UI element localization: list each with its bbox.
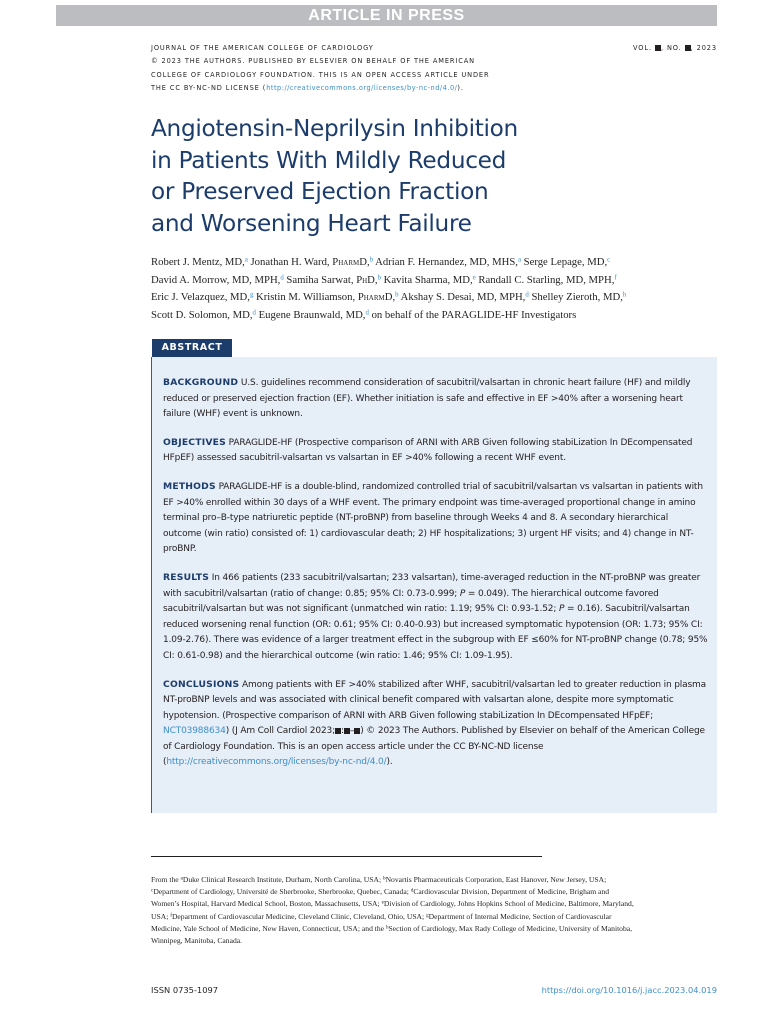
affiliation-marker: h xyxy=(385,924,389,931)
license-link[interactable]: http://creativecommons.org/licenses/by-nc-nd/4.0/ xyxy=(166,757,387,768)
author xyxy=(251,256,374,268)
affiliation-marker: c xyxy=(151,887,154,894)
author-name: Kavita Sharma, MD, xyxy=(383,273,473,286)
affiliation-text: Department of Internal Medicine, Section of Cardiovascular Medicine, Yale School of Medicine, New Haven, Connecticut, USA; and the xyxy=(151,911,612,933)
citation-separator: : xyxy=(340,726,344,737)
authors-tail: on behalf of the PARAGLIDE-HF Investigators xyxy=(371,308,577,321)
affiliation-marker: d xyxy=(410,887,414,894)
author xyxy=(524,256,611,268)
affiliation-marker[interactable]: e xyxy=(472,274,476,281)
section-heading: OBJECTIVES xyxy=(163,436,226,448)
affiliation-marker[interactable]: b xyxy=(369,256,374,264)
author-degree: PharmD, xyxy=(357,291,396,303)
author-degree: PharmD, xyxy=(332,256,370,268)
author-name: Robert J. Mentz, MD, xyxy=(151,256,245,268)
affiliation-marker[interactable]: b xyxy=(377,274,381,281)
author-name: Akshay S. Desai, MD, MPH, xyxy=(400,291,526,303)
license-text: ) © 2023 The Authors. Published by Elsevier on behalf of the American College of Cardiology Foundation. This is an open access article under the CC BY-NC-ND license ( xyxy=(163,726,705,768)
section-text: = 0.049). The hierarchical outcome favored sacubitril/valsartan but was not significant (unmatched win ratio: 1.19; 95% CI: 0.93-1.52; xyxy=(163,588,659,615)
license-line xyxy=(151,82,717,95)
abstract-tab: ABSTRACT xyxy=(152,339,232,357)
section-text: Among patients with EF >40% stabilized after WHF, sacubitril/valsartan led to greater reduction in plasma NT-proBNP levels and was associated with clinical benefit compared with valsartan alone, despite more symptomatic hypotension. (Prospective comparison of ARNI with ARB Given following stabiLization In DEcompensated HFpEF; xyxy=(163,679,707,721)
author-name: David A. Morrow, MD, MPH, xyxy=(151,273,281,286)
trial-registration-link[interactable]: NCT03988634 xyxy=(163,726,226,737)
author xyxy=(256,291,399,303)
section-text: = 0.16). Sacubitril/valsartan reduced worsening renal function (OR: 0.61; 95% CI: 0.40-0.93) but increased symptomatic hypotension (OR: 1.73; 95% CI: 1.09-2.76). There was evidence of a larger treatment effect in the subgroup with EF ≤60% for NT-proBNP change (0.78; 95% CI: 0.61-0.98) and the hierarchical outcome (win ratio: 1.46; 95% CI: 1.09-1.95). xyxy=(163,604,708,661)
p-value-symbol: P xyxy=(459,588,466,599)
affiliation-marker[interactable]: a xyxy=(517,256,521,264)
affiliation-marker[interactable]: d xyxy=(525,291,529,299)
section-text: U.S. guidelines recommend consideration of sacubitril/valsartan in chronic heart failure (HF) and mildly reduced or preserved ejection fraction (EF). Whether initiation is safe and effective in EF >40% after a worsening heart failure (WHF) event is unknown. xyxy=(163,378,691,420)
author-name: Adrian F. Hernandez, MD, MHS, xyxy=(375,256,518,268)
author-name: Serge Lepage, MD, xyxy=(523,256,608,268)
affiliation-text: Cardiovascular Division, Department of Medicine, Brigham and Women’s Hospital, Harvard Medical School, Boston, Massachusetts, USA; xyxy=(151,887,610,909)
title-line-2: in Patients With Mildly Reduced xyxy=(151,146,507,174)
author-name: Jonathan H. Ward, xyxy=(250,256,333,268)
author-name: Eugene Braunwald, MD, xyxy=(258,308,366,321)
vol-label: VOL. xyxy=(633,44,652,52)
author xyxy=(259,309,369,321)
affiliation-marker[interactable]: g xyxy=(249,291,254,299)
title-line-4: and Worsening Heart Failure xyxy=(151,209,472,237)
author-name: Eric J. Velazquez, MD, xyxy=(151,291,250,303)
footnote-prefix: From the xyxy=(151,875,181,884)
citation-separator: – xyxy=(349,726,355,737)
section-heading: BACKGROUND xyxy=(163,377,239,388)
abstract-methods xyxy=(163,479,708,558)
copyright-line-2: COLLEGE OF CARDIOLOGY FOUNDATION. THIS IS AN OPEN ACCESS ARTICLE UNDER xyxy=(151,70,490,79)
author xyxy=(151,309,256,321)
author-degree: PhD, xyxy=(356,273,378,286)
license-text-end: ). xyxy=(386,757,393,768)
no-label: , NO. xyxy=(660,44,682,52)
section-heading: RESULTS xyxy=(163,571,210,583)
license-suffix: ). xyxy=(457,83,464,92)
copyright-line-1: © 2023 THE AUTHORS. PUBLISHED BY ELSEVIER ON BEHALF OF THE AMERICAN xyxy=(151,57,475,66)
title-line-1: Angiotensin-Neprilysin Inhibition xyxy=(151,115,518,142)
abstract-body xyxy=(163,375,708,783)
affiliation-marker[interactable]: d xyxy=(280,274,284,281)
section-text: PARAGLIDE-HF (Prospective comparison of ARNI with ARB Given following stabiLization In DEcompensated HFpEF) assessed sacubitril-valsartan vs valsartan in EF >40% following a recent WHF event. xyxy=(163,437,693,464)
affiliation-marker: g xyxy=(426,912,429,919)
affiliation-text: Section of Cardiology, Max Rady College of Medicine, University of Manitoba, Winnipeg, Manitoba, Canada. xyxy=(151,923,633,946)
author xyxy=(151,256,248,268)
section-text: PARAGLIDE-HF is a double-blind, randomized controlled trial of sacubitril/valsartan vs valsartan in patients with EF >40% enrolled within 30 days of a WHF event. The primary endpoint was time-averaged proportional change in amino terminal pro–B-type natriuretic peptide (NT-proBNP) from baseline through Weeks 4 and 8. A secondary hierarchical outcome (win ratio) consisted of: 1) cardiovascular death; 2) HF hospitalizations; 3) urgent HF visits; and 4) change in NT-proBNP. xyxy=(163,481,703,555)
author xyxy=(401,291,529,303)
p-value-symbol: P xyxy=(558,604,565,615)
author-name: Randall C. Starling, MD, MPH, xyxy=(478,273,615,286)
author-name: Scott D. Solomon, MD, xyxy=(151,308,253,321)
abstract-objectives xyxy=(163,435,708,467)
affiliation-marker: a xyxy=(180,875,183,882)
affiliation-text: Department of Cardiovascular Medicine, Cleveland Clinic, Cleveland, Ohio, USA; xyxy=(171,911,427,921)
section-text: In 466 patients (233 sacubitril/valsartan; 233 valsartan), time-averaged reduction in the NT-proBNP was greater with sacubitril/valsartan (ratio of change: 0.85; 95% CI: 0.73-0.999; xyxy=(163,572,701,599)
volume-info xyxy=(633,42,717,55)
affiliation-text: Novartis Pharmaceuticals Corporation, East Hanover, New Jersey, USA; xyxy=(385,875,607,884)
journal-name: JOURNAL OF THE AMERICAN COLLEGE OF CARDIOLOGY xyxy=(151,44,374,52)
affiliation-marker: f xyxy=(170,912,172,919)
author xyxy=(151,291,253,303)
license-link[interactable]: http://creativecommons.org/licenses/by-nc-nd/4.0/ xyxy=(266,83,458,92)
affiliation-marker[interactable]: f xyxy=(614,274,617,281)
affiliation-marker[interactable]: a xyxy=(244,256,248,264)
author xyxy=(286,274,381,286)
doi-link[interactable]: https://doi.org/10.1016/j.jacc.2023.04.019 xyxy=(541,985,717,995)
author xyxy=(478,274,616,286)
affiliation-marker[interactable]: d xyxy=(365,309,369,316)
affiliation-text: Duke Clinical Research Institute, Durham, North Carolina, USA; xyxy=(182,875,383,884)
affiliations-footnote xyxy=(151,874,637,947)
year-label: , 2023 xyxy=(690,44,717,52)
article-in-press-banner: ARTICLE IN PRESS xyxy=(56,5,717,26)
abstract-results xyxy=(163,570,708,665)
article-title xyxy=(151,113,611,239)
affiliation-marker[interactable]: c xyxy=(607,256,611,264)
abstract-background xyxy=(163,375,708,423)
author-list xyxy=(151,254,717,324)
affiliation-marker[interactable]: h xyxy=(622,291,627,299)
author-name: Shelley Zieroth, MD, xyxy=(531,291,623,303)
issn: ISSN 0735-1097 xyxy=(151,985,219,995)
affiliation-text: Division of Cardiology, Johns Hopkins School of Medicine, Baltimore, Maryland, USA; xyxy=(151,899,634,921)
affiliation-text: Department of Cardiology, Université de Sherbrooke, Sherbrooke, Quebec, Canada; xyxy=(153,887,411,897)
footnote-divider xyxy=(151,856,542,857)
affiliation-marker: b xyxy=(382,875,386,882)
author xyxy=(375,256,521,268)
section-heading: CONCLUSIONS xyxy=(163,678,240,690)
affiliation-marker: e xyxy=(381,899,384,906)
section-heading: METHODS xyxy=(163,480,216,492)
affiliation-marker[interactable]: d xyxy=(252,309,256,316)
author xyxy=(151,274,284,286)
author xyxy=(384,274,476,286)
citation-text: ) (J Am Coll Cardiol 2023; xyxy=(225,726,335,737)
affiliation-marker[interactable]: b xyxy=(395,291,399,299)
title-line-3: or Preserved Ejection Fraction xyxy=(151,178,489,205)
author-name: Samiha Sarwat, xyxy=(286,273,357,286)
author xyxy=(531,291,626,303)
author-name: Kristin M. Williamson, xyxy=(256,291,358,303)
abstract-conclusions xyxy=(163,677,708,772)
license-prefix: THE CC BY-NC-ND LICENSE ( xyxy=(151,83,267,92)
